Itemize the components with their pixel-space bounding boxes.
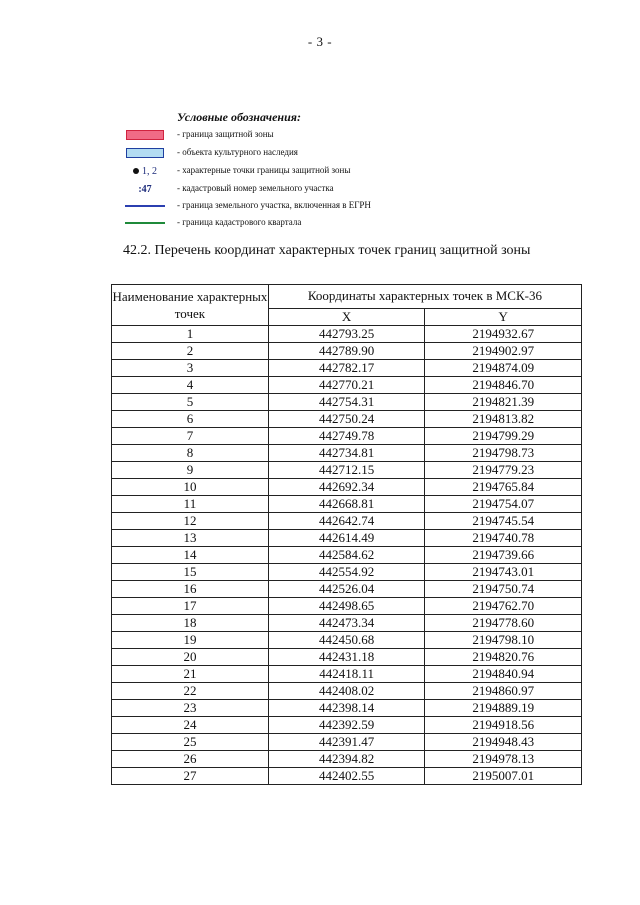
x-coordinate-cell: 442450.68 xyxy=(268,632,425,649)
legend-line-green xyxy=(125,216,165,230)
legend-desc: - объекта культурного наследия xyxy=(177,147,298,157)
x-coordinate-cell: 442789.90 xyxy=(268,343,425,360)
x-coordinate-cell: 442402.55 xyxy=(268,768,425,785)
point-number-cell: 1 xyxy=(112,326,269,343)
y-coordinate-cell: 2195007.01 xyxy=(425,768,582,785)
table-row xyxy=(112,564,582,581)
table-row xyxy=(112,394,582,411)
x-coordinate-cell: 442770.21 xyxy=(268,377,425,394)
header-x: X xyxy=(268,308,425,325)
header-y: Y xyxy=(425,308,582,325)
table-row xyxy=(112,649,582,666)
table-row xyxy=(112,479,582,496)
y-coordinate-cell: 2194799.29 xyxy=(425,428,582,445)
table-row xyxy=(112,666,582,683)
point-number-cell: 6 xyxy=(112,411,269,428)
y-coordinate-cell: 2194978.13 xyxy=(425,751,582,768)
point-number-cell: 8 xyxy=(112,445,269,462)
x-coordinate-cell: 442642.74 xyxy=(268,513,425,530)
point-number-cell: 14 xyxy=(112,547,269,564)
y-coordinate-cell: 2194932.67 xyxy=(425,326,582,343)
x-coordinate-cell: 442793.25 xyxy=(268,326,425,343)
table-row xyxy=(112,411,582,428)
x-coordinate-cell: 442584.62 xyxy=(268,547,425,564)
x-coordinate-cell: 442712.15 xyxy=(268,462,425,479)
section-heading: 42.2. Перечень координат характерных точек границ защитной зоны xyxy=(123,243,531,258)
table-row xyxy=(112,496,582,513)
point-number-cell: 13 xyxy=(112,530,269,547)
x-coordinate-cell: 442398.14 xyxy=(268,700,425,717)
point-number-cell: 24 xyxy=(112,717,269,734)
y-coordinate-cell: 2194860.97 xyxy=(425,683,582,700)
point-number-cell: 9 xyxy=(112,462,269,479)
table-row xyxy=(112,428,582,445)
table-row xyxy=(112,734,582,751)
x-coordinate-cell: 442782.17 xyxy=(268,360,425,377)
y-coordinate-cell: 2194754.07 xyxy=(425,496,582,513)
y-coordinate-cell: 2194798.10 xyxy=(425,632,582,649)
y-coordinate-cell: 2194743.01 xyxy=(425,564,582,581)
point-number-cell: 11 xyxy=(112,496,269,513)
y-coordinate-cell: 2194745.54 xyxy=(425,513,582,530)
table-row xyxy=(112,445,582,462)
y-coordinate-cell: 2194778.60 xyxy=(425,615,582,632)
x-coordinate-cell: 442473.34 xyxy=(268,615,425,632)
y-coordinate-cell: 2194739.66 xyxy=(425,547,582,564)
y-coordinate-cell: 2194902.97 xyxy=(425,343,582,360)
point-dot-icon xyxy=(133,168,139,174)
x-coordinate-cell: 442750.24 xyxy=(268,411,425,428)
table-row xyxy=(112,632,582,649)
legend-desc: - кадастровый номер земельного участка xyxy=(177,183,334,193)
x-coordinate-cell: 442431.18 xyxy=(268,649,425,666)
y-coordinate-cell: 2194948.43 xyxy=(425,734,582,751)
table-row xyxy=(112,683,582,700)
table-row xyxy=(112,360,582,377)
coordinates-table xyxy=(111,284,582,785)
legend-desc: - граница кадастрового квартала xyxy=(177,217,302,227)
point-number-cell: 10 xyxy=(112,479,269,496)
x-coordinate-cell: 442418.11 xyxy=(268,666,425,683)
legend-item-land-plot-boundary xyxy=(0,199,640,213)
point-number-cell: 23 xyxy=(112,700,269,717)
legend-item-points xyxy=(0,164,640,178)
table-row xyxy=(112,377,582,394)
table-row xyxy=(112,751,582,768)
legend-swatch-blue xyxy=(125,146,165,160)
legend-cadnum-label: :47 xyxy=(138,183,152,195)
point-number-cell: 16 xyxy=(112,581,269,598)
legend-line-blue xyxy=(125,199,165,213)
y-coordinate-cell: 2194889.19 xyxy=(425,700,582,717)
point-number-cell: 2 xyxy=(112,343,269,360)
point-number-cell: 20 xyxy=(112,649,269,666)
table-row xyxy=(112,530,582,547)
y-coordinate-cell: 2194798.73 xyxy=(425,445,582,462)
x-coordinate-cell: 442734.81 xyxy=(268,445,425,462)
table-row xyxy=(112,343,582,360)
y-coordinate-cell: 2194918.56 xyxy=(425,717,582,734)
table-row xyxy=(112,615,582,632)
table-row xyxy=(112,700,582,717)
point-number-cell: 7 xyxy=(112,428,269,445)
point-number-cell: 19 xyxy=(112,632,269,649)
x-coordinate-cell: 442526.04 xyxy=(268,581,425,598)
point-number-cell: 12 xyxy=(112,513,269,530)
y-coordinate-cell: 2194821.39 xyxy=(425,394,582,411)
y-coordinate-cell: 2194820.76 xyxy=(425,649,582,666)
y-coordinate-cell: 2194813.82 xyxy=(425,411,582,428)
legend-desc: - граница земельного участка, включенная в ЕГРН xyxy=(177,200,371,210)
page-number: - 3 - xyxy=(307,34,333,49)
legend-cadnum-symbol xyxy=(125,182,165,196)
y-coordinate-cell: 2194762.70 xyxy=(425,598,582,615)
x-coordinate-cell: 442668.81 xyxy=(268,496,425,513)
table-row xyxy=(112,581,582,598)
x-coordinate-cell: 442394.82 xyxy=(268,751,425,768)
legend-swatch-red xyxy=(125,128,165,142)
table-row xyxy=(112,462,582,479)
point-number-cell: 17 xyxy=(112,598,269,615)
point-number-cell: 25 xyxy=(112,734,269,751)
x-coordinate-cell: 442498.65 xyxy=(268,598,425,615)
legend-item-heritage-object xyxy=(0,146,640,160)
table-row xyxy=(112,598,582,615)
point-number-cell: 22 xyxy=(112,683,269,700)
point-number-cell: 27 xyxy=(112,768,269,785)
x-coordinate-cell: 442392.59 xyxy=(268,717,425,734)
y-coordinate-cell: 2194874.09 xyxy=(425,360,582,377)
header-coordinates: Координаты характерных точек в МСК-36 xyxy=(268,285,581,309)
y-coordinate-cell: 2194765.84 xyxy=(425,479,582,496)
table-row xyxy=(112,513,582,530)
point-number-cell: 15 xyxy=(112,564,269,581)
x-coordinate-cell: 442554.92 xyxy=(268,564,425,581)
legend-item-protection-zone xyxy=(0,128,640,142)
table-header-row xyxy=(112,285,582,309)
table-row xyxy=(112,547,582,564)
legend-points-symbol xyxy=(125,164,165,178)
legend-desc: - характерные точки границы защитной зоны xyxy=(177,165,351,175)
point-number-cell: 26 xyxy=(112,751,269,768)
point-number-cell: 18 xyxy=(112,615,269,632)
table-row xyxy=(112,768,582,785)
x-coordinate-cell: 442391.47 xyxy=(268,734,425,751)
y-coordinate-cell: 2194750.74 xyxy=(425,581,582,598)
table-row xyxy=(112,717,582,734)
point-number-cell: 3 xyxy=(112,360,269,377)
point-number-cell: 5 xyxy=(112,394,269,411)
y-coordinate-cell: 2194846.70 xyxy=(425,377,582,394)
legend-item-cadastral-number xyxy=(0,182,640,196)
table-row xyxy=(112,326,582,343)
x-coordinate-cell: 442614.49 xyxy=(268,530,425,547)
legend-item-cadastral-quarter-boundary xyxy=(0,216,640,230)
header-point-name: Наименование характерных точек xyxy=(112,285,269,326)
legend-desc: - граница защитной зоны xyxy=(177,129,274,139)
table-body xyxy=(112,326,582,785)
legend-title: Условные обозначения: xyxy=(177,110,301,124)
y-coordinate-cell: 2194840.94 xyxy=(425,666,582,683)
legend-points-label: 1, 2 xyxy=(142,165,157,177)
point-number-cell: 21 xyxy=(112,666,269,683)
x-coordinate-cell: 442408.02 xyxy=(268,683,425,700)
y-coordinate-cell: 2194779.23 xyxy=(425,462,582,479)
y-coordinate-cell: 2194740.78 xyxy=(425,530,582,547)
x-coordinate-cell: 442754.31 xyxy=(268,394,425,411)
x-coordinate-cell: 442749.78 xyxy=(268,428,425,445)
x-coordinate-cell: 442692.34 xyxy=(268,479,425,496)
point-number-cell: 4 xyxy=(112,377,269,394)
